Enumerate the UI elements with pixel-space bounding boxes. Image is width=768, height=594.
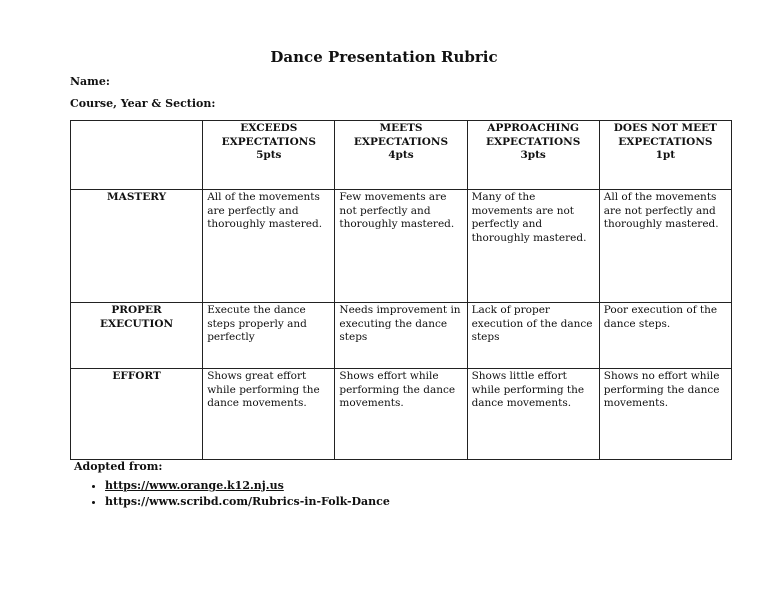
rubric-cell: Poor execution of the dance steps.	[599, 303, 731, 369]
column-header-points: 1pt	[655, 149, 676, 161]
column-header-points: 3pts	[520, 149, 546, 161]
rubric-cell: Shows effort while performing the dance movements.	[335, 369, 467, 460]
column-header-approaching	[467, 121, 599, 190]
course-year-section-label: Course, Year & Section:	[70, 97, 216, 110]
column-header-points: 5pts	[256, 149, 282, 161]
source-link[interactable]: • https://www.scribd.com/Rubrics-in-Folk-Dance	[105, 494, 390, 510]
source-link[interactable]: • https://www.orange.k12.nj.us	[105, 478, 390, 494]
rubric-cell: Shows great effort while performing the dance movements.	[203, 369, 335, 460]
row-label-proper-execution	[71, 303, 203, 369]
rubric-cell: Few movements are not perfectly and thoroughly mastered.	[335, 190, 467, 303]
column-header-points: 4pts	[388, 149, 414, 161]
table-row-proper-execution	[71, 303, 732, 369]
row-label-text: EFFORT	[112, 370, 161, 382]
rubric-cell: Many of the movements are not perfectly and thoroughly mastered.	[467, 190, 599, 303]
row-label-mastery	[71, 190, 203, 303]
rubric-table	[70, 120, 732, 460]
corner-cell	[71, 121, 203, 190]
column-header-exceeds	[203, 121, 335, 190]
column-header-line2: EXPECTATIONS	[486, 135, 581, 148]
row-label-text: EXECUTION	[100, 317, 174, 330]
column-header-line1: EXCEEDS	[240, 122, 298, 134]
rubric-cell: Needs improvement in executing the dance steps	[335, 303, 467, 369]
rubric-cell: All of the movements are not perfectly and thoroughly mastered.	[599, 190, 731, 303]
column-header-line1: MEETS	[379, 122, 423, 134]
rubric-cell: Lack of proper execution of the dance steps	[467, 303, 599, 369]
rubric-cell: Execute the dance steps properly and perfectly	[203, 303, 335, 369]
table-row-mastery	[71, 190, 732, 303]
header-row	[71, 121, 732, 190]
column-header-line1: DOES NOT MEET	[613, 122, 717, 134]
column-header-line2: EXPECTATIONS	[353, 135, 449, 148]
rubric-cell: Shows little effort while performing the dance movements.	[467, 369, 599, 460]
page-title: Dance Presentation Rubric	[270, 48, 498, 66]
column-header-meets	[335, 121, 467, 190]
adopted-from-label: Adopted from:	[74, 460, 163, 473]
column-header-line1: APPROACHING	[487, 122, 580, 134]
table-row-effort	[71, 369, 732, 460]
column-header-line2: EXPECTATIONS	[221, 135, 316, 148]
rubric-cell: Shows no effort while performing the dance movements.	[599, 369, 731, 460]
column-header-does-not-meet	[599, 121, 731, 190]
name-label: Name:	[70, 75, 110, 88]
row-label-text: PROPER	[111, 304, 162, 316]
sources-list	[86, 478, 390, 510]
rubric-cell: All of the movements are perfectly and thoroughly mastered.	[203, 190, 335, 303]
row-label-effort	[71, 369, 203, 460]
column-header-line2: EXPECTATIONS	[618, 135, 713, 148]
row-label-text: MASTERY	[107, 191, 167, 203]
